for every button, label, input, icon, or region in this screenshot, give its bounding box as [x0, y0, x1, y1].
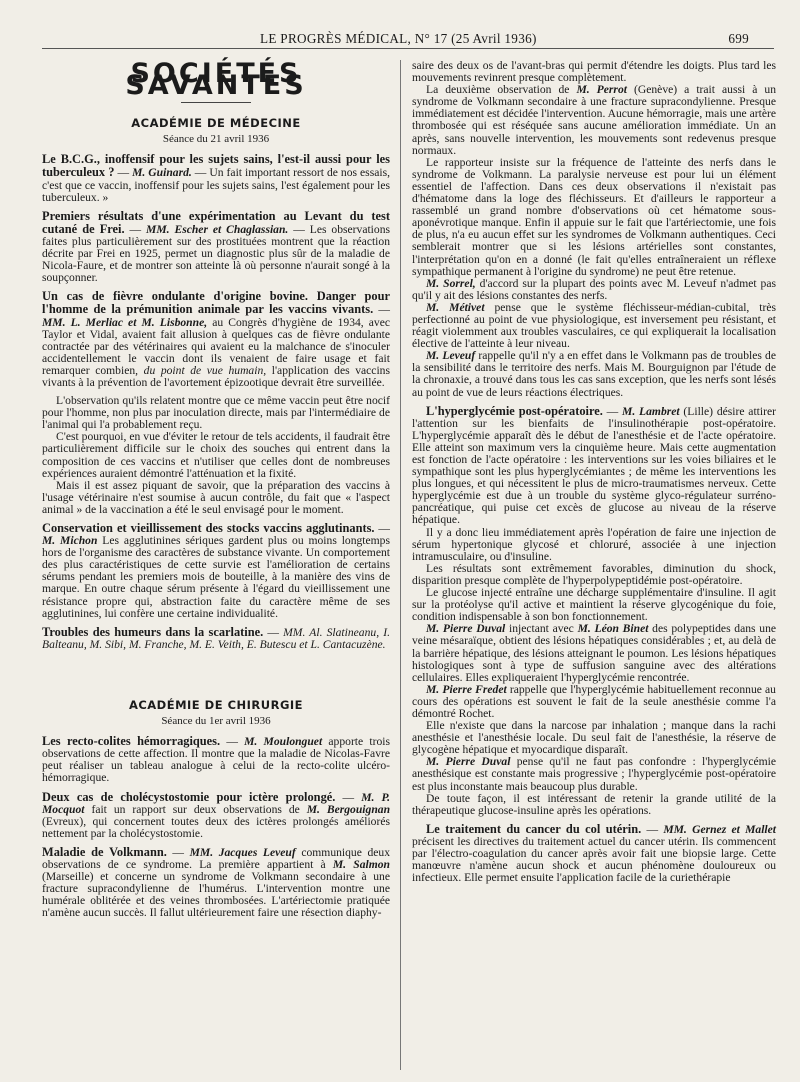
text: d'accord sur la plupart des points avec M. Leveuf n'admet pas qu'il y ait des lésions constantes des nerfs.	[412, 276, 776, 302]
text: rappelle qu'il n'y a en effet dans le Volkmann pas de troubles de la sensibilité dans le territoire des nerfs. Mais M. Bourguignon par l'étude de la chronaxie, a trouvé dans tous les cas sans exception, que les nerfs sont lésés au point de vue de leurs réactions électriques.	[412, 349, 776, 399]
text: injectant avec	[508, 622, 574, 636]
right-column	[412, 60, 776, 884]
paragraph: Le rapporteur insiste sur la fréquence de l'atteinte des nerfs dans le syndrome de Volkmann. La paralysie nerveuse est pour lui un élément essentiel de l'affection. Dans ces deux observations il n'existait pas d'hématome dans la loge des fléchisseurs. Et d'ailleurs le rapporteur a rassemblé un grand nombre d'observations où cet hématome sous-aponévrotique manque. Enfin il appuie sur le fait que l'artériectomie, une fois de plus, n'a eu aucun effet sur les syndromes de Volkmann authentiques. Ceci semblerait montrer que si les lésions artérielles sont constantes, l'interprétation qu'on en a donné (le fait qu'elles entraîneraient un réflexe sympathique permanent à l'origine du syndrome) ne peut être retenue.	[412, 155, 776, 278]
column-divider	[400, 60, 401, 1070]
article-author: MM. Jacques Leveuf	[189, 845, 296, 859]
text: (Genève) a trait aussi à un syndrome de Volkmann secondaire à une fracture supracondylienne. Presque immédiatement est décidée l'intervention. Aucune hémorragie, mais une artère thrombosée qui est réséquée sans aucune amélioration immédiate. Un an après, sans nouvelle intervention, les mouvements sont redevenus presque normaux.	[412, 83, 776, 157]
text: pense qu'il ne faut pas confondre : l'hyperglycémie anesthésique est constante mais progressive ; l'hyperglycémie post-opératoire est plus inconstante mais beaucoup plus durable.	[412, 755, 776, 793]
article-author: MM. Escher et Chaglassian.	[146, 222, 289, 236]
text: La deuxième observation de	[426, 83, 570, 97]
header-rule	[42, 48, 774, 49]
article-troubles: Troubles des humeurs dans la scarlatine. — MM. Al. Slatineanu, I. Balteanu, M. Sibi, M. Franche, M. E. Veith, E. Butescu et L. Cantacuzène.	[42, 624, 391, 651]
article-author: M. Lambret	[622, 404, 680, 418]
paragraph	[412, 623, 776, 683]
article-title: Un cas de fièvre ondulante d'origine bovine. Danger pour l'homme de la prémunition animale par les vaccins vivants.	[42, 289, 390, 317]
article-author: MM. Al. Slatineanu, I. Balteanu, M. Sibi, M. Franche, M. E. Veith, E. Butescu et L. Cantacuzène.	[42, 625, 391, 651]
article-text: précisent les directives du traitement actuel du cancer utérin. Ils commencent par l'électro-coagulation du cancer après avoir fait une biopsie large. Cette manœuvre n'amène aucun shock et aucun phénomène douloureux ou infectieux. Elle permet ensuite l'application facile de la curiethérapie	[412, 834, 776, 885]
article-text: apporte trois observations de cette affection. Il montre que la maladie de Nicolas-Favre peut réaliser un tableau analogue à celui de la recto-colite ulcéro-hémorragique.	[42, 735, 390, 785]
article-title: Les recto-colites hémorragiques.	[42, 734, 221, 749]
paragraph: Le glucose injecté entraîne une décharge supplémentaire d'insuline. Il agit sur la protéolyse qu'il active et maintient la réserve glycogénique du foie, condition indispensable à son bon fonctionnement.	[412, 586, 776, 624]
text: pense que le système fléchisseur-médian-cubital, très perfectionné au point de vue physiologique, est inversement peu résistant, et réagit violemment aux troubles vasculaires, ce qui expliquerait la localisation élective de l'atteinte à leur niveau.	[412, 300, 776, 351]
article-title: Conservation et vieillissement des stocks vaccins agglutinants.	[42, 521, 375, 535]
article-author: M. Guinard.	[132, 166, 192, 180]
text: rappelle que l'hyperglycémie habituellement reconnue au cours des opérations est souvent le fait de la seule anesthésie comme l'a démontré Rochet.	[412, 682, 776, 720]
paragraph	[412, 278, 776, 302]
article-bcg: Le B.C.G., inoffensif pour les sujets sains, l'est-il aussi pour les tuberculeux ? — M. Guinard. — Un fait important ressort de nos essais, c'est que ce vaccin, inoffensif pour les sujets sains, l'est également pour les tuberculeux. »	[42, 152, 390, 204]
article-title: Le traitement du cancer du col utérin.	[426, 821, 642, 836]
article-conservation: Conservation et vieillissement des stocks vaccins agglutinants. — M. Michon Les agglutinines sériques gardent plus ou moins longtemps hors de l'organisme des caractères de substance vivante. Un comportement des plus caractéristiques de cette survie est l'amélioration de certains sérums pendant les premiers mois de bouteille, à la manière des vins de marque. En outre chaque sérum présente à l'égard du vieillissement une résistance propre qui, abstraction faite du caractère même de ses agglutinines, lui confère une certaine individualité.	[42, 521, 390, 620]
article-author: M. Pierre Duval	[426, 755, 511, 769]
article-author: M. P. Mocquot	[42, 790, 391, 816]
article-volkmann: Maladie de Volkmann. — MM. Jacques Leveuf communique deux observations de ce syndrome. La première appartient à M. Salmon (Marseille) et concerne un syndrome de Volkmann secondaire à une fracture supracondylienne de l'humérus. L'intervention montre une humérale oblitérée et des veines thrombosées. L'artériectomie pratiquée n'amène aucun succès. Il fallut ultérieurement faire une résection diaphy-	[42, 844, 390, 920]
academy-surgery-heading: ACADÉMIE DE CHIRURGIE	[128, 697, 304, 712]
paragraph: Les résultats sont extrêmement favorables, diminution du shock, disparition presque complète de l'hyperpolypeptidémie post-opératoire.	[412, 561, 776, 587]
article-author: M. Perrot	[576, 83, 627, 97]
paragraph: Il y a donc lieu immédiatement après l'opération de faire une injection de sérum hypertonique glycosé et chloruré, associée à une injection intramusculaire, ou d'insuline.	[412, 525, 776, 563]
article-author: MM. L. Merliac et M. Lisbonne,	[42, 315, 208, 329]
title-rule	[181, 102, 251, 103]
article-title: Deux cas de cholécystostomie pour ictère prolongé.	[42, 789, 336, 804]
article-text: l'application des vaccins vivants à la prévention de l'avortement épizootique devrait être surveillée.	[42, 363, 390, 389]
article-author: M. Moulonguet	[244, 735, 323, 749]
article-title: Le B.C.G., inoffensif pour les sujets sains, l'est-il aussi pour les tuberculeux ?	[42, 152, 390, 180]
paragraph	[412, 350, 776, 398]
article-author: M. Bergouignan	[306, 802, 391, 816]
article-author: M. Métivet	[426, 300, 485, 314]
article-title: L'hyperglycémie post-opératoire.	[426, 403, 603, 418]
article-recto: Les recto-colites hémorragiques. — M. Moulonguet apporte trois observations de cette affection. Il montre que la maladie de Nicolas-Favre peut réaliser un tableau analogue à celui de la recto-colite ulcéro-hémorragique.	[42, 734, 390, 785]
article-author: M. Léon Binet	[577, 622, 649, 636]
paragraph: De toute façon, il est intéressant de retenir la grande utilité de la thérapeutique glucose-insuline après les opérations.	[412, 791, 776, 817]
text: des polypeptides dans une veine mésaraïque, obtient des lésions hépatiques considérables ; et, au delà de la barrière hépatique, des lésions atteignant le poumon. Les lésions hépatiques histologiques sont à type de suffusion sanguine avec des altérations cellulaires. Elles expliqueraient l'hyperglycémie rencontrée.	[412, 622, 777, 684]
spacer	[42, 657, 390, 689]
article-emphasis: du point de vue humain,	[143, 363, 267, 377]
paragraph: Elle n'existe que dans la narcose par inhalation ; manque dans la rachi anesthésie et l'anesthésie locale. Du seul fait de l'anesthésie, la réserve de glycogène hépatique et myocardique disparaît.	[412, 719, 776, 757]
paragraph	[412, 756, 776, 792]
article-author: M. Salmon	[332, 857, 390, 871]
article-author: MM. Gernez et Mallet	[663, 822, 776, 836]
article-text: Les agglutinines sériques gardent plus ou moins longtemps hors de l'organisme des caractères de substance vivante. Un comportement des plus caractéristiques de cette survie est l'amélioration de certains sérums pendant les premiers mois de bouteille, à la manière des vins de marque. En outre chaque sérum présente à l'égard du vieillissement une résistance propre qui, abstraction faite du caractère même de ses agglutinines, lui confère une certaine individualité.	[42, 534, 390, 620]
academy-medicine-heading: ACADÉMIE DE MÉDECINE	[131, 116, 301, 131]
paragraph: C'est pourquoi, en vue d'éviter le retour de tels accidents, il faudrait être particulièrement difficile sur le choix des souches qui entrent dans la composition de ces vaccins et n'utiliser que celles dont de nombreuses expériences auraient démontré l'atténuation et la fixité.	[42, 430, 390, 480]
paragraph: saire des deux os de l'avant-bras qui permit d'étendre les doigts. Plus tard les mouvements revinrent presque complètement.	[412, 59, 776, 85]
article-text: — Les observations faites plus particulièrement sur des prostituées montrent que la réaction décrite par Frei en 1925, permet un diagnostic plus sûr de la maladie de Nicola-Faure, et de montrer son atteinte là où personne n'aurait songé à la soupçonner.	[42, 222, 391, 285]
article-text: — Un fait important ressort de nos essais, c'est que ce vaccin, inoffensif pour les sujets sains, l'est également pour les tuberculeux. »	[42, 166, 390, 204]
session-date: Séance du 1er avril 1936	[161, 715, 271, 728]
article-text: fait un rapport sur deux observations de	[91, 802, 300, 816]
article-text: (Lille) désire attirer l'attention sur les bienfaits de l'insulinothérapie post-opératoire. L'hyperglycémie apparaît dès le début de l'anesthésie et de l'acte opératoire. Elle atteint son maximum vers la cinquième heure. Mais cette augmentation est fonction de l'acte opératoire : les interventions sur les voies biliaires et le sympathique sont les plus hyperglycémiantes ; de même les interventions les plus longues, et qui nécessitent le plus de micro-traumatismes nerveux. Cette hyperglycémie est due à un trouble du système glyco-régulateur surréno-pancréatique, qui puise cet excès de glucose au niveau de la réserve hépatique.	[412, 404, 776, 527]
page-header	[42, 24, 774, 50]
page-number: 699	[728, 31, 749, 46]
article-title: Maladie de Volkmann.	[42, 844, 167, 859]
article-text: (Marseille) et concerne un syndrome de Volkmann secondaire à une fracture supracondylienne de l'humérus. L'intervention montre une humérale oblitérée et des veines thrombosées. L'artériectomie pratiquée n'amène aucun succès. Il fallut ultérieurement faire une résection diaphy-	[42, 870, 390, 920]
article-title: Premiers résultats d'une expérimentation au Levant du test cutané de Frei.	[42, 208, 390, 236]
running-title: LE PROGRÈS MÉDICAL, N° 17 (25 Avril 1936)	[260, 31, 537, 46]
article-cancer: Le traitement du cancer du col utérin. — MM. Gernez et Mallet précisent les directives du traitement actuel du cancer utérin. Ils commencent par l'électro-coagulation du cancer après avoir fait une biopsie large. Cette manœuvre n'amène aucun shock et aucun phénomène douloureux ou infectieux. Elle permet ensuite l'application facile de la curiethérapie	[412, 821, 776, 885]
article-author: M. Pierre Duval	[426, 622, 506, 636]
article-author: M. Sorrel,	[426, 276, 476, 290]
article-author: M. Michon	[42, 534, 98, 548]
paragraph: Mais il est assez piquant de savoir, que la préparation des vaccins à l'usage vétérinaire n'est soumise à aucun contrôle, du fait que « l'aspect animal » de la vaccination a été le seul envisagé pour le moment.	[42, 478, 390, 516]
paragraph	[412, 302, 776, 350]
article-title: Troubles des humeurs dans la scarlatine.	[42, 624, 264, 639]
paragraph	[412, 84, 776, 157]
article-text: communique deux observations de ce syndrome. La première appartient à	[42, 845, 390, 871]
session-date: Séance du 21 avril 1936	[162, 133, 270, 146]
article-hyperglycemie: L'hyperglycémie post-opératoire. — M. Lambret (Lille) désire attirer l'attention sur les bienfaits de l'insulinothérapie post-opératoire. L'hyperglycémie apparaît dès le début de l'anesthésie et de l'acte opératoire. Elle atteint son maximum vers la cinquième heure. Mais cette augmentation est fonction de l'acte opératoire : les interventions sur les voies biliaires et le sympathique sont les plus hyperglycémiantes ; de même les interventions les plus longues, et qui nécessitent le plus de micro-traumatismes nerveux. Cette hyperglycémie est due à un trouble du système glyco-régulateur surréno-pancréatique, qui puise cet excès de glucose au niveau de la réserve hépatique.	[412, 403, 776, 527]
left-column	[42, 60, 390, 925]
article-text: (Evreux), qui concernent toutes deux des ictères prolongés améliorés nettement par la cholécystostomie.	[42, 814, 390, 840]
paragraph	[412, 684, 776, 720]
article-fievre: Un cas de fièvre ondulante d'origine bovine. Danger pour l'homme de la prémunition animale par les vaccins vivants. — MM. L. Merliac et M. Lisbonne, au Congrès d'hygiène de 1934, avec Taylor et Vidal, avaient fait allusion à quelques cas de fièvre ondulante contractée par des vétérinaires qui avaient eu la malchance de s'inoculer accidentellement le vaccin dont ils venaient de faire usage et fait remarquer combien, du point de vue humain, l'application des vaccins vivants à la prévention de l'avortement épizootique devrait être surveillée.	[42, 289, 390, 389]
section-title: SOCIÉTÉS SAVANTES	[125, 58, 307, 102]
article-author: M. Leveuf	[426, 349, 476, 363]
article-text: au Congrès d'hygiène de 1934, avec Taylor et Vidal, avaient fait allusion à quelques cas de fièvre ondulante contractée par des vétérinaires qui avaient eu la malchance de s'inoculer accidentellement le vaccin dont ils venaient de faire usage et fait remarquer combien,	[42, 315, 390, 377]
paragraph: L'observation qu'ils relatent montre que ce même vaccin peut être nocif pour l'homme, non plus par inoculation directe, mais par l'intermédiaire de l'animal qui l'a probablement reçu.	[42, 394, 390, 432]
article-levant: Premiers résultats d'une expérimentation au Levant du test cutané de Frei. — MM. Escher et Chaglassian. — Les observations faites plus particulièrement sur des prostituées montrent que la réaction décrite par Frei en 1925, permet un diagnostic plus sûr de la maladie de Nicola-Faure, et de montrer son atteinte là où personne n'aurait songé à la soupçonner.	[42, 208, 391, 285]
article-cholecystostomie: Deux cas de cholécystostomie pour ictère prolongé. — M. P. Mocquot fait un rapport sur deux observations de M. Bergouignan (Evreux), qui concernent toutes deux des ictères prolongés améliorés nettement par la cholécystostomie.	[42, 789, 391, 840]
article-author: M. Pierre Fredet	[426, 682, 507, 696]
